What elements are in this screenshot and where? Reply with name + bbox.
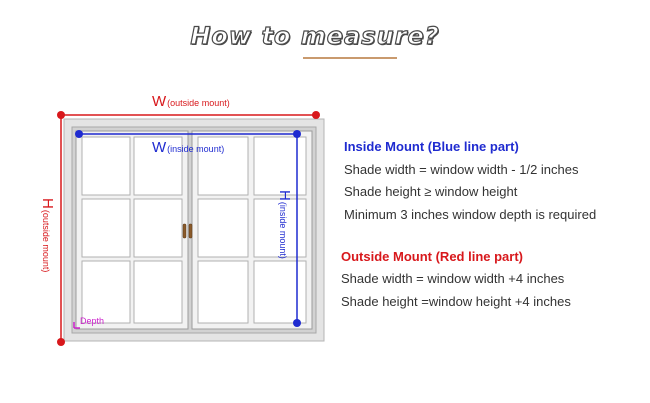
outside-dot-bottom-left: [57, 338, 65, 346]
inside-dot-bottom-right: [293, 319, 301, 327]
inside-mount-line: Minimum 3 inches window depth is required: [344, 207, 597, 222]
w-inside-label: W(inside mount): [152, 139, 225, 156]
inside-dot-left: [75, 130, 83, 138]
outside-dot-top-left: [57, 111, 65, 119]
h-outside-label: H(outside mount): [39, 198, 56, 273]
depth-label: Depth: [80, 316, 105, 326]
outside-mount-line: Shade width = window width +4 inches: [341, 271, 565, 286]
outside-mount-line: Shade height =window height +4 inches: [341, 294, 571, 309]
inside-mount-line: Shade width = window width - 1/2 inches: [344, 162, 579, 177]
h-inside-label: H(inside mount): [276, 190, 293, 259]
w-outside-label: W(outside mount): [152, 93, 230, 110]
outside-mount-heading: Outside Mount (Red line part): [341, 249, 523, 264]
inside-dot-top-right: [293, 130, 301, 138]
inside-mount-heading: Inside Mount (Blue line part): [344, 139, 519, 154]
outside-dot-top-right: [312, 111, 320, 119]
inside-mount-line: Shade height ≥ window height: [344, 184, 518, 199]
page-title: How to measure?: [190, 22, 440, 50]
